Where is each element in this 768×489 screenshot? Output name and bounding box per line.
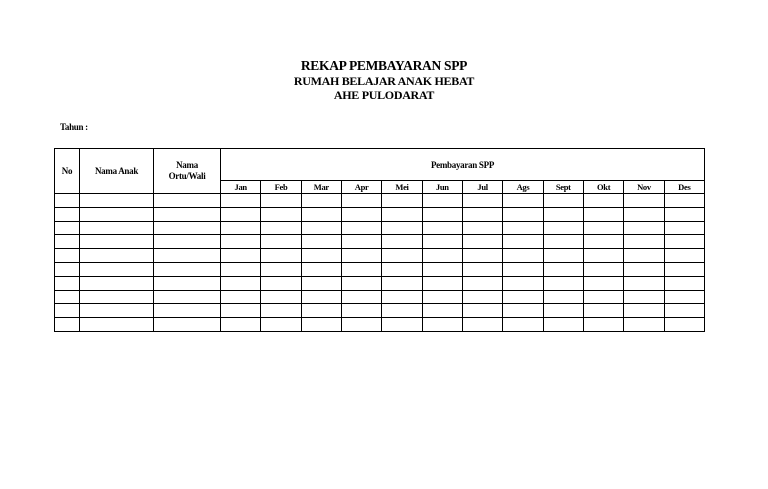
table-cell	[301, 194, 341, 208]
table-cell	[341, 249, 381, 263]
table-cell	[301, 290, 341, 304]
table-cell	[422, 318, 462, 332]
table-cell	[664, 262, 704, 276]
table-cell	[341, 235, 381, 249]
table-cell	[154, 221, 221, 235]
payment-table	[54, 148, 705, 332]
table-cell	[341, 207, 381, 221]
month-header-feb: Feb	[261, 181, 301, 194]
table-cell	[543, 304, 583, 318]
table-cell	[55, 318, 80, 332]
table-cell	[664, 221, 704, 235]
table-cell	[382, 207, 422, 221]
table-cell	[80, 194, 154, 208]
table-cell	[624, 318, 664, 332]
table-cell	[462, 318, 502, 332]
table-cell	[341, 262, 381, 276]
table-cell	[382, 249, 422, 263]
table-cell	[422, 276, 462, 290]
table-cell	[382, 276, 422, 290]
table-cell	[55, 249, 80, 263]
table-cell	[583, 249, 623, 263]
table-cell	[341, 276, 381, 290]
header-payment: Pembayaran SPP	[221, 149, 705, 181]
document-header	[0, 57, 768, 102]
header-child-name: Nama Anak	[80, 149, 154, 194]
table-cell	[55, 194, 80, 208]
table-cell	[221, 235, 261, 249]
table-cell	[80, 276, 154, 290]
table-cell	[301, 249, 341, 263]
table-cell	[221, 290, 261, 304]
table-cell	[624, 207, 664, 221]
table-cell	[301, 304, 341, 318]
table-cell	[301, 221, 341, 235]
table-cell	[341, 318, 381, 332]
table-cell	[543, 249, 583, 263]
table-row	[55, 235, 705, 249]
table-cell	[462, 221, 502, 235]
header-parent-name	[154, 149, 221, 194]
table-cell	[261, 249, 301, 263]
table-cell	[503, 207, 543, 221]
table-cell	[583, 318, 623, 332]
table-cell	[221, 194, 261, 208]
table-cell	[624, 290, 664, 304]
table-cell	[261, 221, 301, 235]
table-cell	[664, 194, 704, 208]
table-cell	[261, 194, 301, 208]
table-cell	[503, 290, 543, 304]
branch-name: AHE PULODARAT	[333, 88, 435, 102]
month-header-mei: Mei	[382, 181, 422, 194]
table-cell	[503, 221, 543, 235]
table-cell	[543, 194, 583, 208]
month-header-sept: Sept	[543, 181, 583, 194]
table-cell	[154, 235, 221, 249]
table-cell	[422, 290, 462, 304]
table-cell	[664, 304, 704, 318]
table-cell	[341, 194, 381, 208]
table-cell	[583, 276, 623, 290]
table-cell	[462, 235, 502, 249]
table-row	[55, 207, 705, 221]
table-row	[55, 290, 705, 304]
table-header-row	[55, 149, 705, 181]
header-parent-line1: Nama	[176, 160, 198, 170]
table-cell	[382, 262, 422, 276]
table-cell	[462, 304, 502, 318]
table-row	[55, 221, 705, 235]
table-cell	[422, 194, 462, 208]
table-cell	[80, 207, 154, 221]
table-cell	[503, 249, 543, 263]
table-cell	[382, 304, 422, 318]
table-row	[55, 249, 705, 263]
table-cell	[382, 290, 422, 304]
table-cell	[664, 249, 704, 263]
month-header-nov: Nov	[624, 181, 664, 194]
table-cell	[503, 276, 543, 290]
table-cell	[261, 290, 301, 304]
table-cell	[261, 235, 301, 249]
table-cell	[301, 207, 341, 221]
table-cell	[221, 304, 261, 318]
table-cell	[422, 221, 462, 235]
table-cell	[503, 235, 543, 249]
year-label: Tahun :	[60, 122, 88, 132]
table-cell	[301, 262, 341, 276]
table-cell	[221, 221, 261, 235]
table-cell	[301, 318, 341, 332]
month-header-ags: Ags	[503, 181, 543, 194]
table-cell	[583, 290, 623, 304]
table-cell	[154, 249, 221, 263]
table-cell	[664, 290, 704, 304]
table-cell	[503, 304, 543, 318]
table-cell	[462, 276, 502, 290]
table-cell	[543, 290, 583, 304]
table-cell	[624, 235, 664, 249]
table-cell	[543, 276, 583, 290]
table-cell	[583, 304, 623, 318]
month-header-des: Des	[664, 181, 704, 194]
table-cell	[382, 318, 422, 332]
table-cell	[462, 290, 502, 304]
table-cell	[55, 290, 80, 304]
table-cell	[543, 235, 583, 249]
table-cell	[80, 318, 154, 332]
table-cell	[624, 194, 664, 208]
table-cell	[80, 262, 154, 276]
table-cell	[624, 262, 664, 276]
table-cell	[154, 318, 221, 332]
table-cell	[624, 304, 664, 318]
table-cell	[221, 276, 261, 290]
table-cell	[543, 318, 583, 332]
table-cell	[543, 221, 583, 235]
table-cell	[664, 207, 704, 221]
table-cell	[664, 235, 704, 249]
table-cell	[422, 249, 462, 263]
table-cell	[55, 207, 80, 221]
table-cell	[221, 318, 261, 332]
header-parent-line2: Ortu/Wali	[168, 171, 206, 181]
table-cell	[261, 304, 301, 318]
table-cell	[341, 304, 381, 318]
table-cell	[462, 207, 502, 221]
table-cell	[80, 249, 154, 263]
table-cell	[55, 221, 80, 235]
table-cell	[55, 276, 80, 290]
table-cell	[462, 194, 502, 208]
table-cell	[221, 207, 261, 221]
month-header-jun: Jun	[422, 181, 462, 194]
table-cell	[624, 276, 664, 290]
institution-name: RUMAH BELAJAR ANAK HEBAT	[293, 74, 475, 88]
table-body	[55, 194, 705, 332]
header-no: No	[55, 149, 80, 194]
table-cell	[543, 207, 583, 221]
table-cell	[80, 221, 154, 235]
table-cell	[341, 221, 381, 235]
table-cell	[154, 262, 221, 276]
table-cell	[624, 221, 664, 235]
table-cell	[422, 304, 462, 318]
table-cell	[261, 318, 301, 332]
table-cell	[55, 235, 80, 249]
table-cell	[462, 262, 502, 276]
table-cell	[624, 249, 664, 263]
table-cell	[382, 221, 422, 235]
table-cell	[221, 249, 261, 263]
table-cell	[664, 318, 704, 332]
table-row	[55, 194, 705, 208]
table-cell	[503, 262, 543, 276]
table-row	[55, 276, 705, 290]
table-row	[55, 262, 705, 276]
table-cell	[80, 235, 154, 249]
table-cell	[80, 304, 154, 318]
table-cell	[154, 304, 221, 318]
table-cell	[583, 221, 623, 235]
table-row	[55, 304, 705, 318]
month-header-jan: Jan	[221, 181, 261, 194]
table-cell	[583, 235, 623, 249]
table-cell	[80, 290, 154, 304]
table-cell	[422, 262, 462, 276]
table-cell	[422, 235, 462, 249]
table-cell	[583, 262, 623, 276]
table-cell	[221, 262, 261, 276]
table-cell	[382, 235, 422, 249]
month-header-mar: Mar	[301, 181, 341, 194]
table-cell	[261, 276, 301, 290]
table-cell	[261, 207, 301, 221]
table-cell	[503, 194, 543, 208]
table-cell	[422, 207, 462, 221]
month-header-apr: Apr	[341, 181, 381, 194]
table-cell	[301, 235, 341, 249]
table-cell	[503, 318, 543, 332]
table-cell	[664, 276, 704, 290]
table-cell	[261, 262, 301, 276]
table-cell	[55, 304, 80, 318]
table-cell	[583, 207, 623, 221]
month-header-jul: Jul	[462, 181, 502, 194]
table-cell	[462, 249, 502, 263]
month-header-okt: Okt	[583, 181, 623, 194]
table-cell	[341, 290, 381, 304]
table-cell	[154, 194, 221, 208]
table-cell	[583, 194, 623, 208]
table-cell	[301, 276, 341, 290]
table-cell	[382, 194, 422, 208]
table-cell	[154, 207, 221, 221]
table-row	[55, 318, 705, 332]
document-title: REKAP PEMBAYARAN SPP	[300, 58, 468, 73]
table-cell	[55, 262, 80, 276]
table-cell	[154, 290, 221, 304]
table-cell	[154, 276, 221, 290]
table-cell	[543, 262, 583, 276]
